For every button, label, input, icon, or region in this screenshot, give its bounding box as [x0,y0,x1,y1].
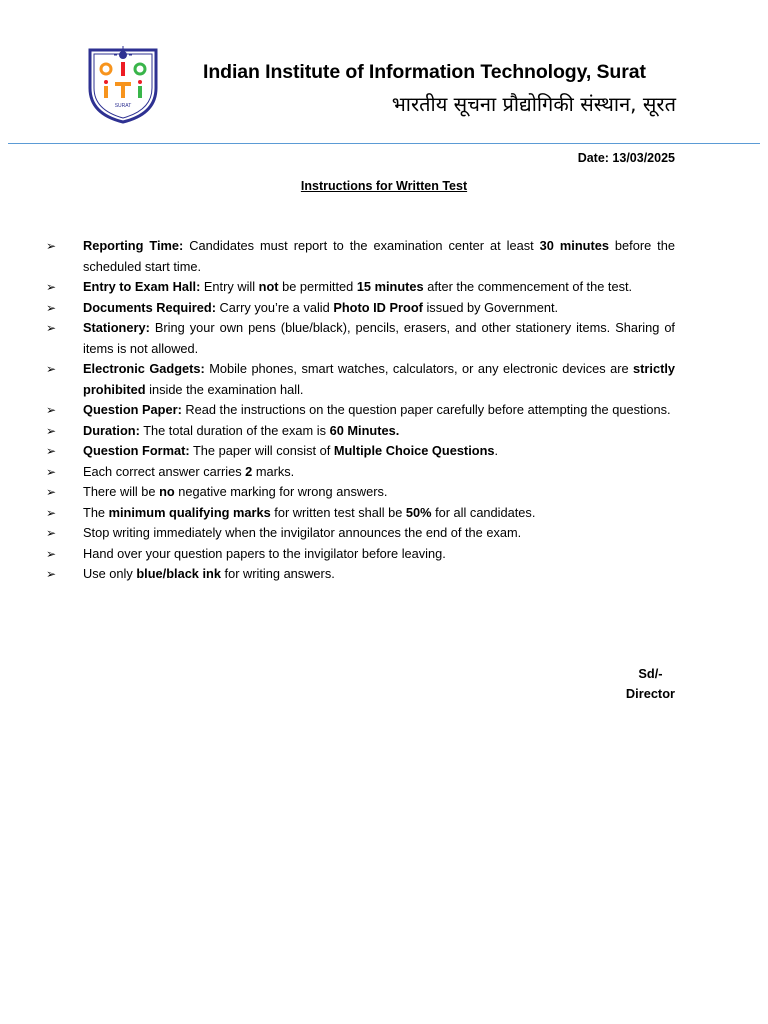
instruction-text: before the scheduled start time. [83,238,675,274]
instruction-item [46,544,675,565]
instruction-emphasis: Question Paper: [83,402,182,417]
instruction-emphasis: Duration: [83,422,140,438]
instruction-emphasis: not [258,279,279,294]
instruction-text: Candidates must report to the examination center at least [183,238,540,253]
arrow-bullet-icon: ➢ [46,362,57,376]
instruction-item [46,441,675,462]
signature-designation: Director [625,686,675,701]
instruction-emphasis: Reporting Time: [83,238,184,253]
logo-text: SURAT [114,103,132,109]
instruction-text: for written test shall be [270,504,406,520]
instruction-item [46,503,675,524]
arrow-bullet-icon: ➢ [46,526,57,540]
arrow-bullet-icon: ➢ [46,300,57,315]
letterhead [0,0,768,146]
instruction-emphasis: Entry to Exam Hall: [83,279,201,294]
arrow-bullet-icon: ➢ [46,403,57,417]
instruction-item [46,400,675,421]
instruction-emphasis: Photo ID Proof [333,299,423,315]
instruction-text: Entry will [200,279,259,294]
instruction-text: . [494,443,499,458]
instruction-item [46,359,675,400]
instruction-text: Mobile phones, smart watches, calculators, or any electronic devices are [204,361,634,376]
instruction-text: There will be [83,484,160,499]
instruction-item [46,523,675,544]
instruction-emphasis: no [159,484,175,499]
instruction-emphasis: Question Format: [83,443,190,458]
instruction-text: Bring your own pens (blue/black), pencils, erasers, and other stationery items. Sharing of items is not allowed. [83,320,675,356]
arrow-bullet-icon: ➢ [46,505,57,520]
instruction-emphasis: Electronic Gadgets: [83,361,205,376]
instruction-text: be permitted [278,279,357,294]
signature-block [626,664,675,704]
instruction-text: Each correct answer carries [83,463,246,479]
instruction-emphasis: 30 minutes [539,238,609,253]
institute-name-hindi: भारतीय सूचना प्रौद्योगिकी संस्थान, सूरत [391,92,676,116]
instruction-emphasis: Documents Required: [83,299,216,315]
document-date: Date: 13/03/2025 [577,151,675,165]
instruction-item [46,298,675,319]
arrow-bullet-icon: ➢ [46,546,57,561]
instruction-text: The total duration of the exam is [139,422,330,438]
instruction-text: negative marking for wrong answers. [174,484,388,499]
instruction-text: Carry you’re a valid [215,299,334,315]
arrow-bullet-icon: ➢ [46,464,57,479]
document-title: Instructions for Written Test [300,179,468,193]
institute-name-english: Indian Institute of Information Technology, Surat [203,61,646,83]
instruction-text: for writing answers. [220,566,335,581]
arrow-bullet-icon: ➢ [46,567,57,581]
instruction-item [46,462,675,483]
instruction-item [46,564,675,585]
instruction-text: The [83,504,109,520]
instruction-text: after the commencement of the test. [423,279,633,294]
instruction-text: marks. [252,463,295,479]
instruction-text: Hand over your question papers to the invigilator before leaving. [83,545,446,561]
instruction-item [46,482,675,503]
arrow-bullet-icon: ➢ [46,280,57,294]
instruction-emphasis: 15 minutes [356,279,424,294]
iiit-surat-logo-icon [86,40,160,124]
instruction-text: Stop writing immediately when the invigilator announces the end of the exam. [83,525,522,540]
instruction-text: inside the examination hall. [145,381,304,397]
instruction-item [46,318,675,359]
arrow-bullet-icon: ➢ [46,423,57,438]
instruction-text: The paper will consist of [189,443,334,458]
instruction-item [46,421,675,442]
instruction-text: Use only [83,566,137,581]
instruction-emphasis: 60 Minutes. [329,422,400,438]
instruction-item [46,236,675,277]
instruction-text: Read the instructions on the question paper carefully before attempting the questions. [181,402,671,417]
instruction-text: issued by Government. [422,299,559,315]
instruction-text: for all candidates. [431,504,536,520]
instruction-emphasis: 2 [245,463,253,479]
arrow-bullet-icon: ➢ [46,321,57,335]
instruction-emphasis: Multiple Choice Questions [333,443,495,458]
instruction-list [46,236,675,585]
instruction-emphasis: Stationery: [83,320,150,335]
header-divider [8,143,760,144]
arrow-bullet-icon: ➢ [46,444,57,458]
arrow-bullet-icon: ➢ [46,485,57,499]
instruction-emphasis: minimum qualifying marks [108,504,271,520]
instruction-emphasis: blue/black ink [136,566,221,581]
instruction-emphasis: 50% [405,504,432,520]
instruction-emphasis: strictly prohibited [83,361,676,397]
signature-sd: Sd/- [638,666,663,681]
arrow-bullet-icon: ➢ [46,239,57,253]
instruction-item [46,277,675,298]
